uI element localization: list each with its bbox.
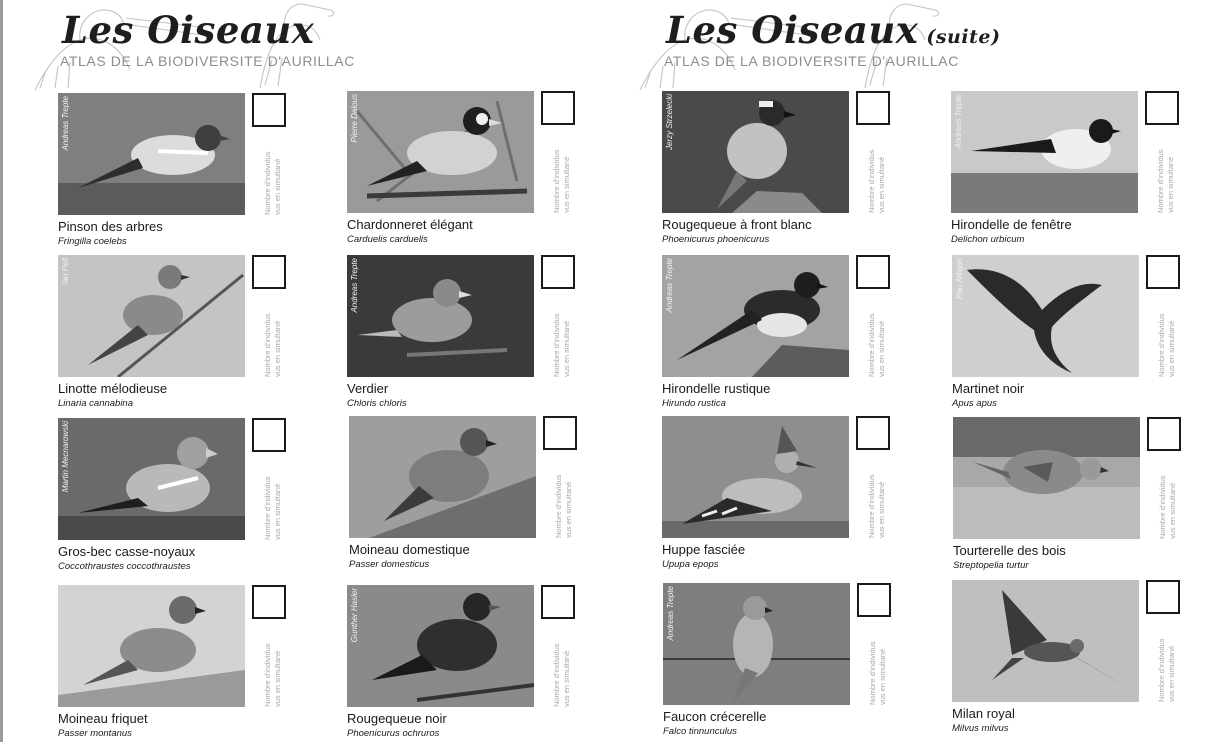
bird-photo (347, 585, 534, 707)
count-label-line2: vus en simultané (877, 320, 886, 377)
photo-credit: Gunther Hasler (350, 588, 359, 643)
bird-common-name: Tourterelle des bois (953, 543, 1066, 558)
title-text: Les Oiseaux (62, 8, 315, 52)
count-label (1158, 459, 1186, 539)
title-text: Les Oiseaux (666, 8, 919, 52)
page-right (605, 0, 1214, 742)
bird-photo (662, 91, 849, 213)
count-label-line2: vus en simultané (562, 156, 571, 213)
bird-latin-name: Fringilla coelebs (58, 236, 127, 247)
count-checkbox[interactable] (1146, 255, 1180, 289)
bird-latin-name: Milvus milvus (952, 723, 1009, 734)
photo-credit: Pierre Dalous (350, 94, 359, 143)
bird-photo (952, 580, 1139, 702)
bird-card (58, 255, 298, 410)
bird-latin-name: Delichon urbicum (951, 234, 1025, 245)
bird-latin-name: Falco tinnunculus (663, 726, 737, 737)
count-checkbox[interactable] (857, 583, 891, 617)
count-checkbox[interactable] (541, 585, 575, 619)
count-checkbox[interactable] (252, 255, 286, 289)
count-label-line1: Nombre d'individus (867, 474, 876, 538)
bird-card (662, 91, 902, 246)
count-checkbox[interactable] (252, 585, 286, 619)
title-suffix: (suite) (926, 26, 1001, 48)
bird-latin-name: Carduelis carduelis (347, 234, 428, 245)
bird-common-name: Milan royal (952, 706, 1015, 721)
count-label (1157, 297, 1185, 377)
count-label-line1: Nombre d'individus (552, 643, 561, 707)
bird-photo (951, 91, 1138, 213)
count-label-line2: vus en simultané (273, 483, 282, 540)
count-label-line2: vus en simultané (273, 320, 282, 377)
count-checkbox[interactable] (1146, 580, 1180, 614)
bird-card (58, 418, 298, 573)
count-label (867, 458, 895, 538)
bird-card (347, 255, 587, 410)
count-label-line1: Nombre d'individus (263, 643, 272, 707)
count-label (1157, 622, 1185, 702)
count-label-line1: Nombre d'individus (1157, 313, 1166, 377)
count-checkbox[interactable] (856, 416, 890, 450)
count-checkbox[interactable] (252, 93, 286, 127)
count-label-line2: vus en simultané (1166, 156, 1175, 213)
bird-photo (953, 417, 1140, 539)
count-label (867, 297, 895, 377)
bird-card (951, 91, 1191, 246)
page-subtitle: ATLAS DE LA BIODIVERSITE D'AURILLAC (60, 53, 355, 69)
bird-photo (349, 416, 536, 538)
bird-card (952, 255, 1192, 410)
count-label (1156, 133, 1184, 213)
count-label-line1: Nombre d'individus (867, 313, 876, 377)
count-label (867, 133, 895, 213)
bird-latin-name: Upupa epops (662, 559, 719, 570)
count-checkbox[interactable] (856, 255, 890, 289)
count-label (554, 458, 582, 538)
photo-credit: Jerzy Strzelecki (665, 94, 674, 151)
bird-latin-name: Phoenicurus phoenicurus (662, 234, 770, 245)
count-checkbox[interactable] (1145, 91, 1179, 125)
count-checkbox[interactable] (541, 255, 575, 289)
bird-card (662, 416, 902, 571)
bird-card (663, 583, 903, 738)
bird-photo (662, 255, 849, 377)
bird-card (58, 93, 298, 248)
count-label (263, 460, 291, 540)
bird-common-name: Hirondelle rustique (662, 381, 771, 396)
bird-common-name: Hirondelle de fenêtre (951, 217, 1072, 232)
bird-common-name: Chardonneret élégant (347, 217, 473, 232)
photo-credit: Andreas Trepte (954, 94, 963, 149)
count-label (868, 625, 896, 705)
count-label-line1: Nombre d'individus (552, 149, 561, 213)
count-label-line2: vus en simultané (273, 650, 282, 707)
count-label-line2: vus en simultané (562, 320, 571, 377)
bird-common-name: Pinson des arbres (58, 219, 163, 234)
count-label (552, 133, 580, 213)
count-label-line1: Nombre d'individus (868, 641, 877, 705)
bird-latin-name: Apus apus (952, 398, 997, 409)
bird-common-name: Rougequeue à front blanc (662, 217, 812, 232)
bird-card (58, 585, 298, 740)
bird-card (347, 91, 587, 246)
bird-latin-name: Phoenicurus ochruros (347, 728, 440, 739)
photo-credit: Andreas Trepte (665, 258, 674, 313)
bird-common-name: Gros-bec casse-noyaux (58, 544, 196, 559)
count-label-line1: Nombre d'individus (263, 151, 272, 215)
count-label-line1: Nombre d'individus (1158, 475, 1167, 539)
count-label-line1: Nombre d'individus (552, 313, 561, 377)
bird-latin-name: Linaria cannabina (58, 398, 134, 409)
count-label (263, 297, 291, 377)
bird-card (349, 416, 589, 571)
bird-common-name: Huppe fasciée (662, 542, 746, 557)
count-label-line2: vus en simultané (273, 158, 282, 215)
count-checkbox[interactable] (1147, 417, 1181, 451)
page-left (0, 0, 605, 742)
count-checkbox[interactable] (541, 91, 575, 125)
count-checkbox[interactable] (252, 418, 286, 452)
bird-latin-name: Passer montanus (58, 728, 132, 739)
bird-latin-name: Coccothraustes coccothraustes (58, 561, 191, 572)
bird-photo (58, 585, 245, 707)
bird-photo (347, 91, 534, 213)
bird-card (953, 417, 1193, 572)
bird-common-name: Rougequeue noir (347, 711, 447, 726)
count-label (263, 135, 291, 215)
count-label-line2: vus en simultané (1167, 320, 1176, 377)
page-subtitle: ATLAS DE LA BIODIVERSITE D'AURILLAC (664, 53, 959, 69)
count-label-line1: Nombre d'individus (1157, 638, 1166, 702)
page-title (666, 8, 1000, 52)
count-label-line1: Nombre d'individus (867, 149, 876, 213)
bird-card (952, 580, 1192, 735)
photo-credit: Andreas Trepte (666, 586, 675, 641)
bird-latin-name: Passer domesticus (349, 559, 430, 570)
bird-common-name: Martinet noir (952, 381, 1025, 396)
photo-credit: Andreas Trepte (61, 96, 70, 151)
count-label-line1: Nombre d'individus (263, 313, 272, 377)
count-label (263, 627, 291, 707)
bird-latin-name: Streptopelia turtur (953, 560, 1029, 571)
count-label-line2: vus en simultané (878, 648, 887, 705)
bird-common-name: Faucon crécerelle (663, 709, 767, 724)
count-label-line1: Nombre d'individus (263, 476, 272, 540)
count-label-line2: vus en simultané (1168, 482, 1177, 539)
count-label-line2: vus en simultané (877, 156, 886, 213)
photo-credit: Martin Mecnarowski (61, 421, 70, 493)
photo-credit: Ian Pell (61, 258, 70, 285)
count-label-line1: Nombre d'individus (1156, 149, 1165, 213)
count-checkbox[interactable] (543, 416, 577, 450)
count-label-line1: Nombre d'individus (554, 474, 563, 538)
bird-photo (663, 583, 850, 705)
photo-credit: Andreas Trepte (350, 258, 359, 313)
count-checkbox[interactable] (856, 91, 890, 125)
count-label-line2: vus en simultané (1167, 645, 1176, 702)
page-title (62, 8, 314, 52)
count-label-line2: vus en simultané (877, 481, 886, 538)
bird-common-name: Moineau friquet (58, 711, 148, 726)
bird-photo (662, 416, 849, 538)
bird-common-name: Verdier (347, 381, 389, 396)
bird-photo (58, 93, 245, 215)
bird-photo (952, 255, 1139, 377)
bird-photo (58, 255, 245, 377)
count-label-line2: vus en simultané (564, 481, 573, 538)
count-label (552, 627, 580, 707)
bird-photo (58, 418, 245, 540)
bird-latin-name: Hirundo rustica (662, 398, 726, 409)
count-label (552, 297, 580, 377)
bird-latin-name: Chloris chloris (347, 398, 407, 409)
bird-card (347, 585, 587, 740)
bird-photo (347, 255, 534, 377)
count-label-line2: vus en simultané (562, 650, 571, 707)
photo-credit: Pau Artigas (955, 258, 964, 300)
bird-common-name: Linotte mélodieuse (58, 381, 168, 396)
bird-card (662, 255, 902, 410)
bird-common-name: Moineau domestique (349, 542, 470, 557)
